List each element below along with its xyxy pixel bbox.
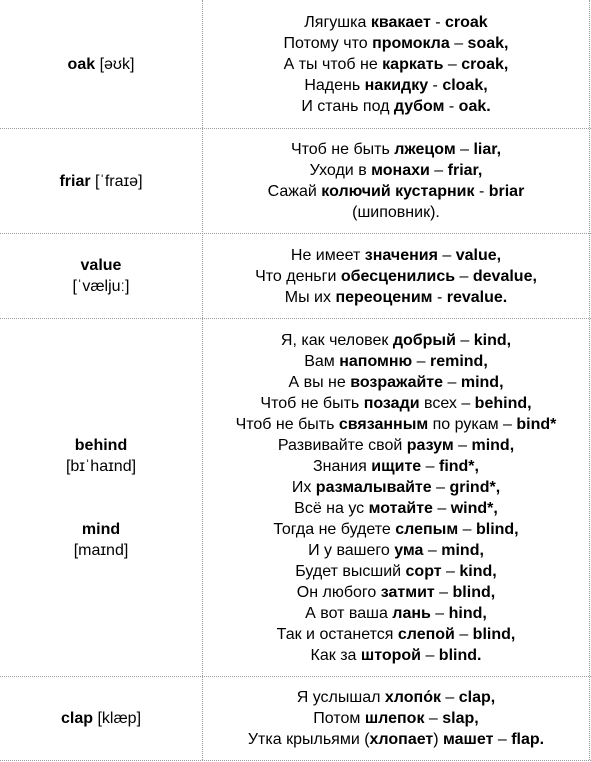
bold-text: шлепок: [364, 710, 425, 727]
headword-line: [66, 456, 136, 477]
text: Надень: [304, 76, 365, 94]
text: –: [434, 583, 453, 601]
text: ): [433, 731, 444, 748]
bold-text: mind: [81, 520, 121, 538]
text: –: [443, 373, 461, 391]
poem-cell: [203, 234, 589, 318]
poem-line: [278, 435, 514, 456]
text: Я, как человек: [280, 331, 393, 349]
bold-text: bind*: [516, 415, 557, 433]
headword-line: [74, 540, 129, 561]
poem-line: [255, 266, 537, 287]
poem-line: [294, 498, 498, 519]
text: Что деньги: [255, 267, 341, 285]
poem-line: [277, 624, 516, 645]
bold-text: машет: [443, 731, 494, 748]
text: –: [423, 541, 442, 559]
bold-text: revalue.: [446, 288, 508, 306]
bold-text: blind,: [475, 520, 519, 538]
poem-line: [311, 645, 482, 666]
bold-text: ума: [394, 541, 424, 559]
bold-text: croak,: [461, 55, 509, 73]
text: -: [432, 288, 447, 306]
word-cell: [0, 0, 202, 128]
poem-line: [297, 687, 496, 708]
text: А вот ваша: [305, 604, 393, 622]
bold-text: квакает: [370, 13, 431, 31]
poem-line: [236, 414, 557, 435]
table-row-behind-mind: [0, 319, 591, 676]
bold-text: soak,: [467, 34, 509, 52]
text: [ˈvæljuː]: [72, 278, 130, 295]
poem-line: [301, 96, 490, 117]
bold-text: find*,: [438, 457, 479, 475]
poem-line: [352, 202, 440, 223]
poem-line: [281, 330, 511, 351]
poem-line: [260, 393, 531, 414]
text: [bɪˈhaɪnd]: [65, 457, 137, 475]
word-cell: [0, 234, 202, 318]
row-divider: [0, 760, 591, 761]
bold-text: промокла: [372, 34, 450, 52]
bold-text: возражайте: [350, 373, 444, 391]
text: –: [421, 646, 439, 664]
bold-text: сорт: [405, 562, 442, 580]
bold-text: ищите: [371, 457, 422, 475]
headword-line: [61, 708, 141, 729]
bold-text: slap,: [442, 710, 479, 727]
text: Потом: [313, 710, 365, 727]
table-row-value: [0, 234, 591, 318]
poem-line: [304, 351, 488, 372]
poem-line: [285, 287, 507, 308]
bold-text: лжецом: [394, 141, 456, 158]
bold-text: value: [80, 257, 122, 274]
text: -: [428, 76, 443, 94]
poem-cell: [203, 677, 589, 760]
bold-text: колючий кустарник: [321, 183, 475, 200]
text: Чтоб не быть: [260, 394, 364, 412]
poem-cell: [203, 129, 589, 233]
bold-text: blind,: [472, 625, 516, 643]
bold-text: oak.: [458, 97, 491, 115]
text: –: [412, 352, 430, 370]
text: Потому что: [283, 34, 373, 52]
text: Мы их: [284, 288, 336, 306]
poem-line: [297, 582, 495, 603]
bold-text: croak: [445, 13, 488, 31]
bold-text: хлопает: [369, 731, 434, 748]
text: –: [424, 710, 443, 727]
text: –: [455, 267, 473, 285]
bold-text: hind,: [448, 604, 487, 622]
bold-text: мотайте: [368, 499, 433, 517]
text: [ˈfraɪə]: [90, 172, 143, 190]
bold-text: friar: [59, 172, 91, 190]
bold-text: затмит: [380, 583, 435, 601]
text: Чтоб не быть: [235, 415, 339, 433]
headword-line: [68, 54, 135, 75]
text: Их: [291, 478, 316, 496]
bold-text: devalue,: [472, 267, 537, 285]
text: Чтоб не быть: [290, 141, 395, 158]
headword-line: [75, 435, 127, 456]
text: –: [455, 331, 474, 349]
text: –: [430, 604, 449, 622]
table-row-oak: [0, 0, 591, 128]
poem-line: [310, 160, 483, 181]
text: Так и останется: [276, 625, 398, 643]
bold-text: напомню: [339, 352, 413, 370]
poem-line: [304, 75, 487, 96]
bold-text: clap: [60, 710, 93, 727]
text: Уходи в: [309, 162, 372, 179]
bold-text: briar: [488, 183, 525, 200]
text: Развивайте свой: [277, 436, 407, 454]
bold-text: oak: [67, 55, 96, 73]
table-row-friar: [0, 129, 591, 233]
bold-text: связанным: [338, 415, 429, 433]
bold-text: хлопо́к: [384, 689, 441, 706]
text: –: [437, 246, 456, 264]
poem-line: [284, 54, 509, 75]
table-row-clap: [0, 677, 591, 760]
text: Как за: [310, 646, 361, 664]
text: А вы не: [288, 373, 351, 391]
text: (шиповник).: [352, 204, 440, 221]
text: –: [449, 34, 468, 52]
text: И у вашего: [308, 541, 395, 559]
text: –: [441, 562, 460, 580]
bold-text: behind,: [474, 394, 532, 412]
bold-text: монахи: [371, 162, 430, 179]
text: –: [429, 162, 448, 179]
bold-text: flap.: [511, 731, 545, 748]
poem-line: [304, 12, 487, 33]
text: Утка крыльями (: [247, 731, 370, 748]
text: Я услышал: [296, 689, 385, 706]
poem-line: [273, 519, 518, 540]
poem-line: [291, 139, 501, 160]
word-cell: [0, 319, 202, 676]
bold-text: blind.: [438, 646, 482, 664]
bold-text: behind: [74, 436, 128, 454]
bold-text: cloak,: [442, 76, 488, 94]
bold-text: remind,: [429, 352, 488, 370]
text: –: [443, 55, 462, 73]
poem-line: [292, 477, 500, 498]
text: Сажай: [267, 183, 322, 200]
text: [maɪnd]: [73, 541, 129, 559]
text: Тогда не будете: [273, 520, 396, 538]
bold-text: лань: [392, 604, 431, 622]
text: И стань под: [301, 97, 394, 115]
text: А ты чтоб не: [283, 55, 383, 73]
text: -: [430, 13, 445, 31]
text: Будет высший: [295, 562, 406, 580]
text: –: [458, 520, 476, 538]
bold-text: позади: [363, 394, 420, 412]
poem-line: [313, 708, 478, 729]
bold-text: friar,: [447, 162, 483, 179]
word-cell: [0, 677, 202, 760]
poem-line: [248, 729, 544, 750]
bold-text: шторой: [360, 646, 421, 664]
poem-cell: [203, 0, 589, 128]
text: –: [432, 499, 451, 517]
text: –: [454, 625, 473, 643]
bold-text: mind,: [441, 541, 484, 559]
poem-line: [308, 540, 484, 561]
bold-text: grind*,: [449, 478, 501, 496]
text: –: [455, 141, 474, 158]
text: –: [440, 689, 459, 706]
bold-text: mind,: [471, 436, 515, 454]
bold-text: value,: [455, 246, 502, 264]
text: по рукам –: [428, 415, 517, 433]
bold-text: обесценились: [340, 267, 456, 285]
bold-text: liar,: [473, 141, 502, 158]
headword-line: [73, 276, 130, 297]
poem-line: [288, 372, 503, 393]
text: Не имеет: [290, 246, 365, 264]
bold-text: каркать: [382, 55, 444, 73]
bold-text: накидку: [364, 76, 429, 94]
text: –: [493, 731, 512, 748]
bold-text: слепой: [397, 625, 455, 643]
text: всех –: [419, 394, 475, 412]
bold-text: kind,: [459, 562, 497, 580]
headword-line: [82, 519, 120, 540]
poem-line: [268, 181, 525, 202]
bold-text: разум: [406, 436, 454, 454]
bold-text: wind*,: [450, 499, 498, 517]
bold-text: clap,: [458, 689, 496, 706]
word-cell: [0, 129, 202, 233]
text: [əʊk]: [95, 55, 135, 73]
bold-text: значения: [364, 246, 438, 264]
bold-text: размалывайте: [315, 478, 432, 496]
bold-text: добрый: [392, 331, 456, 349]
bold-text: mind,: [460, 373, 504, 391]
bold-text: слепым: [395, 520, 459, 538]
poem-line: [313, 456, 479, 477]
text: –: [431, 478, 450, 496]
text: Он любого: [296, 583, 381, 601]
text: -: [444, 97, 459, 115]
bold-text: дубом: [393, 97, 445, 115]
headword-line: [81, 255, 122, 276]
text: -: [474, 183, 489, 200]
text: Всё на ус: [294, 499, 369, 517]
poem-cell: [203, 319, 589, 676]
poem-line: [291, 245, 501, 266]
bold-text: kind,: [473, 331, 512, 349]
text: Знания: [313, 457, 372, 475]
text: Вам: [304, 352, 340, 370]
poem-line: [295, 561, 496, 582]
bold-text: переоценим: [335, 288, 433, 306]
text: –: [453, 436, 472, 454]
text: –: [421, 457, 439, 475]
headword-line: [59, 171, 142, 192]
poem-line: [284, 33, 509, 54]
text: Лягушка: [304, 13, 371, 31]
bold-text: blind,: [452, 583, 496, 601]
text: [klæp]: [93, 710, 142, 727]
poem-line: [305, 603, 487, 624]
